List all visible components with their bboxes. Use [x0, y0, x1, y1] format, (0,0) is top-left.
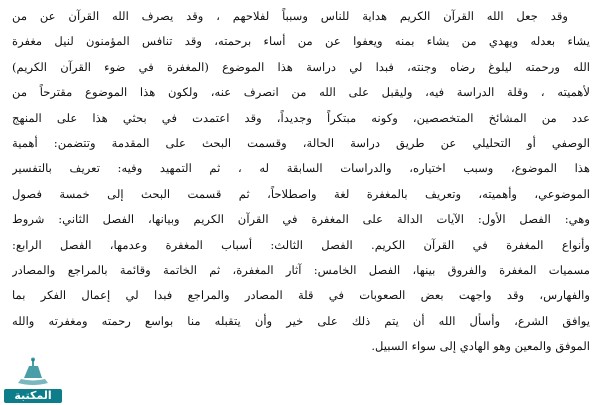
body-paragraph [12, 4, 590, 359]
text-line-9: وهي: الفصل الأول: الآيات الدالة على المغفرة في القرآن الكريم وبيانها، الفصل الثاني: شروط [12, 212, 590, 227]
text-line-14: الموفق والمعين وهو الهادي إلى سواء السبيل. [371, 339, 590, 354]
library-watermark [4, 357, 62, 403]
lamp-icon [14, 357, 52, 387]
text-line-10: وأنواع المغفرة في القرآن الكريم. الفصل الثالث: أسباب المغفرة وعدمها، الفصل الرابع: [12, 237, 590, 252]
text-line-7: هذا الموضوع، وسبب اختياره، والدراسات السابقة له ، ثم التمهيد وفيه: تعريف بالتفسير [12, 161, 590, 176]
text-line-2: يشاء بعدله ويهدي من يشاء بمنه ويعفوا عن من أساء برحمته، وقد تنافس المؤمنون لنيل مغفرة [12, 34, 590, 49]
text-line-3: الله ورحمته ليلوغ رضاه وجنته، فبدا لي دراسة هذا الموضوع (المغفرة في ضوء القرآن الكريم) [12, 59, 590, 74]
text-line-6: الوصفي أو التحليلي عن طريق دراسة الحالة، وقسمت البحث على المقدمة وتتضمن: أهمية [12, 135, 590, 150]
text-line-13: يوافق الشرع، وأسأل الله أن يتم ذلك على خير وأن يتقبله منا بواسع رحمته ومغفرته والله [12, 313, 590, 328]
text-line-5: عدد من المشائخ المتخصصين، وكونه مبتكراً وجديداً، وقد اعتمدت في بحثي هذا على المنهج [12, 110, 590, 125]
text-line-8: الموضوعي، وأهميته، وتعريف بالمغفرة لغة واصطلاحاً، ثم قسمت البحث إلى خمسة فصول [12, 186, 590, 201]
text-line-1: وقد جعل الله القرآن الكريم هداية للناس وسبباً لفلاحهم ، وقد يصرف الله القرآن عن من [12, 9, 568, 23]
text-line-12: والفهارس، وقد واجهت بعض الصعوبات في قلة المصادر والمراجع فبدا لي إعمال الفكر بما [12, 288, 590, 303]
watermark-label: المكتبة [4, 389, 62, 403]
text-line-11: مسميات المغفرة والفروق بينها، الفصل الخامس: آثار المغفرة، ثم الخاتمة وقائمة بالمراجع والمصادر [12, 262, 590, 277]
text-line-4: لأهميته ، وقلة الدراسة فيه، وليقبل على الله من انصرف عنه، ولكون هذا الموضوع مقترحاً من [12, 85, 590, 100]
